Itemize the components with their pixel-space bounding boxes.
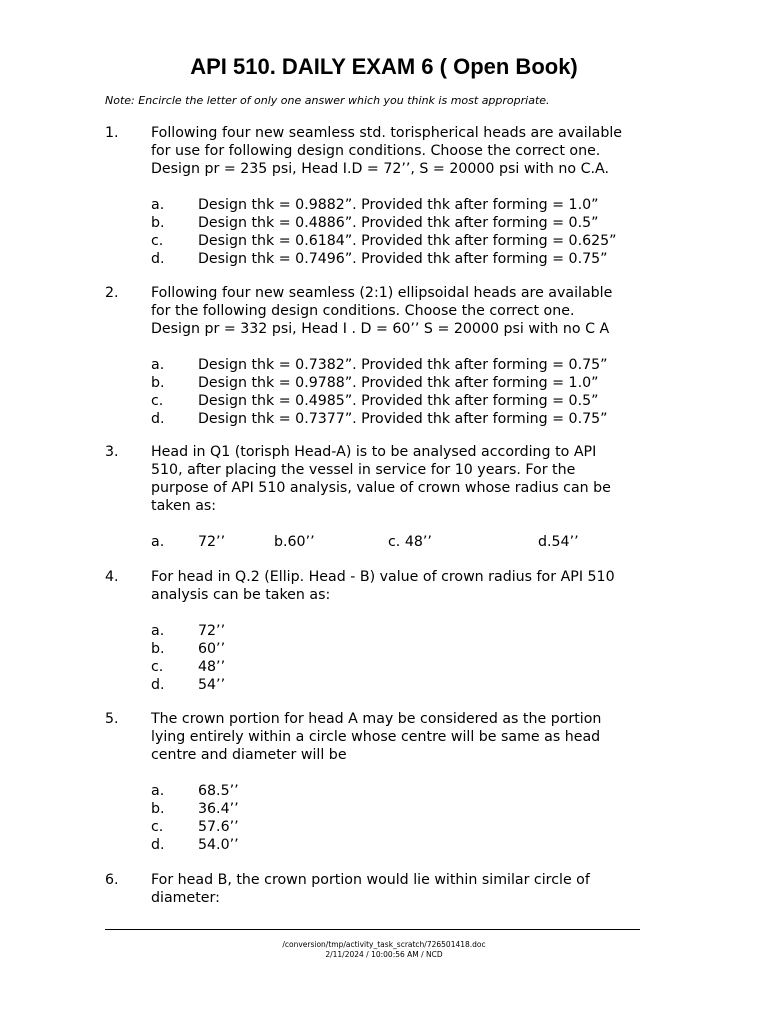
option-letter[interactable]: b. [151,215,165,231]
answer-option-d[interactable] [105,250,673,268]
question-line: Following four new seamless (2:1) ellipsoidal heads are available [151,285,613,301]
question-line: Design pr = 332 psi, Head I . D = 60’’ S = 20000 psi with no C A [151,321,610,337]
option-text: 54.0’’ [198,837,239,853]
question-number: 1. [105,125,119,141]
answer-option-c[interactable] [105,232,673,250]
option-letter[interactable]: d. [151,251,165,267]
option-letter[interactable]: d. [151,411,165,427]
option-letter[interactable]: a. [151,197,165,213]
option-text: 72’’ [198,623,226,639]
footer-divider [105,929,640,930]
answer-options [105,196,673,268]
answer-options [105,782,673,854]
option-letter[interactable]: d. [151,677,165,693]
option-letter[interactable]: d. [151,837,165,853]
answer-option-b[interactable] [105,640,673,658]
answer-options [105,622,673,694]
option-text: Design thk = 0.7496”. Provided thk after forming = 0.75” [198,251,608,267]
option-text: Design thk = 0.4886”. Provided thk after forming = 0.5” [198,215,599,231]
question-number: 4. [105,569,119,585]
answer-option-c[interactable] [105,392,673,410]
question-line: 510, after placing the vessel in service for 10 years. For the [151,462,576,478]
option-text: Design thk = 0.9788”. Provided thk after forming = 1.0” [198,375,599,391]
option-text: Design thk = 0.4985”. Provided thk after forming = 0.5” [198,393,599,409]
question-3 [105,443,673,551]
option-text: 54’’ [198,677,226,693]
question-line: For head in Q.2 (Ellip. Head - B) value of crown radius for API 510 [151,569,615,585]
question-line: lying entirely within a circle whose centre will be same as head [151,729,601,745]
answer-option-b[interactable] [105,800,673,818]
answer-option-b[interactable]: b.60’’ [274,534,315,550]
question-4 [105,568,673,694]
question-text [151,871,673,907]
question-1 [105,124,673,268]
question-line: for use for following design conditions. Choose the correct one. [151,143,601,159]
footer-file-path: /conversion/tmp/activity_task_scratch/726501418.doc [282,940,486,949]
option-text: Design thk = 0.9882”. Provided thk after forming = 1.0” [198,197,599,213]
question-number: 2. [105,285,119,301]
question-6 [105,871,673,907]
question-line: taken as: [151,498,217,514]
question-5 [105,710,673,854]
footer-timestamp: 2/11/2024 / 10:00:56 AM / NCD [325,950,443,959]
answer-option-a[interactable] [105,196,673,214]
option-letter[interactable]: b. [151,641,165,657]
question-line: purpose of API 510 analysis, value of crown whose radius can be [151,480,611,496]
answer-option-a[interactable] [105,356,673,374]
answer-option-a-letter[interactable]: a. [151,534,165,550]
answer-option-d[interactable]: d.54’’ [538,534,579,550]
answer-option-b[interactable] [105,214,673,232]
question-number: 3. [105,444,119,460]
option-text: 60’’ [198,641,226,657]
question-line: diameter: [151,890,220,906]
question-line: analysis can be taken as: [151,587,331,603]
answer-options [105,356,673,428]
option-text: 36.4’’ [198,801,239,817]
answer-option-b[interactable] [105,374,673,392]
question-text [151,124,673,178]
option-text: 57.6’’ [198,819,239,835]
question-line: Design pr = 235 psi, Head I.D = 72’’, S = 20000 psi with no C.A. [151,161,609,177]
answer-options-inline [105,533,673,551]
question-line: for the following design conditions. Choose the correct one. [151,303,575,319]
question-line: For head B, the crown portion would lie within similar circle of [151,872,590,888]
question-line: Head in Q1 (torisph Head-A) is to be analysed according to API [151,444,597,460]
answer-option-c[interactable]: c. 48’’ [388,534,432,550]
question-number: 5. [105,711,119,727]
question-text [151,443,673,515]
question-2 [105,284,673,428]
answer-option-d[interactable] [105,836,673,854]
question-line: The crown portion for head A may be considered as the portion [151,711,602,727]
option-letter[interactable]: a. [151,357,165,373]
option-letter[interactable]: c. [151,393,164,409]
answer-option-d[interactable] [105,410,673,428]
option-letter[interactable]: c. [151,233,164,249]
question-line: Following four new seamless std. torispherical heads are available [151,125,623,141]
option-letter[interactable]: a. [151,783,165,799]
option-text: Design thk = 0.7382”. Provided thk after forming = 0.75” [198,357,608,373]
question-text [151,284,673,338]
option-letter[interactable]: b. [151,375,165,391]
answer-option-a[interactable] [105,782,673,800]
question-text [151,568,673,604]
question-number: 6. [105,872,119,888]
option-letter[interactable]: c. [151,819,164,835]
page-title: API 510. DAILY EXAM 6 ( Open Book) [190,54,578,79]
option-letter[interactable]: b. [151,801,165,817]
option-text: Design thk = 0.7377”. Provided thk after forming = 0.75” [198,411,608,427]
question-text [151,710,673,764]
answer-option-a[interactable] [105,622,673,640]
answer-option-c[interactable] [105,818,673,836]
answer-option-d[interactable] [105,676,673,694]
option-text: Design thk = 0.6184”. Provided thk after forming = 0.625” [198,233,617,249]
answer-option-a-text[interactable]: 72’’ [198,534,226,550]
instruction-note: Note: Encircle the letter of only one answer which you think is most appropriate. [105,94,550,107]
option-letter[interactable]: c. [151,659,164,675]
option-text: 68.5’’ [198,783,239,799]
answer-option-c[interactable] [105,658,673,676]
option-text: 48’’ [198,659,226,675]
question-line: centre and diameter will be [151,747,347,763]
option-letter[interactable]: a. [151,623,165,639]
